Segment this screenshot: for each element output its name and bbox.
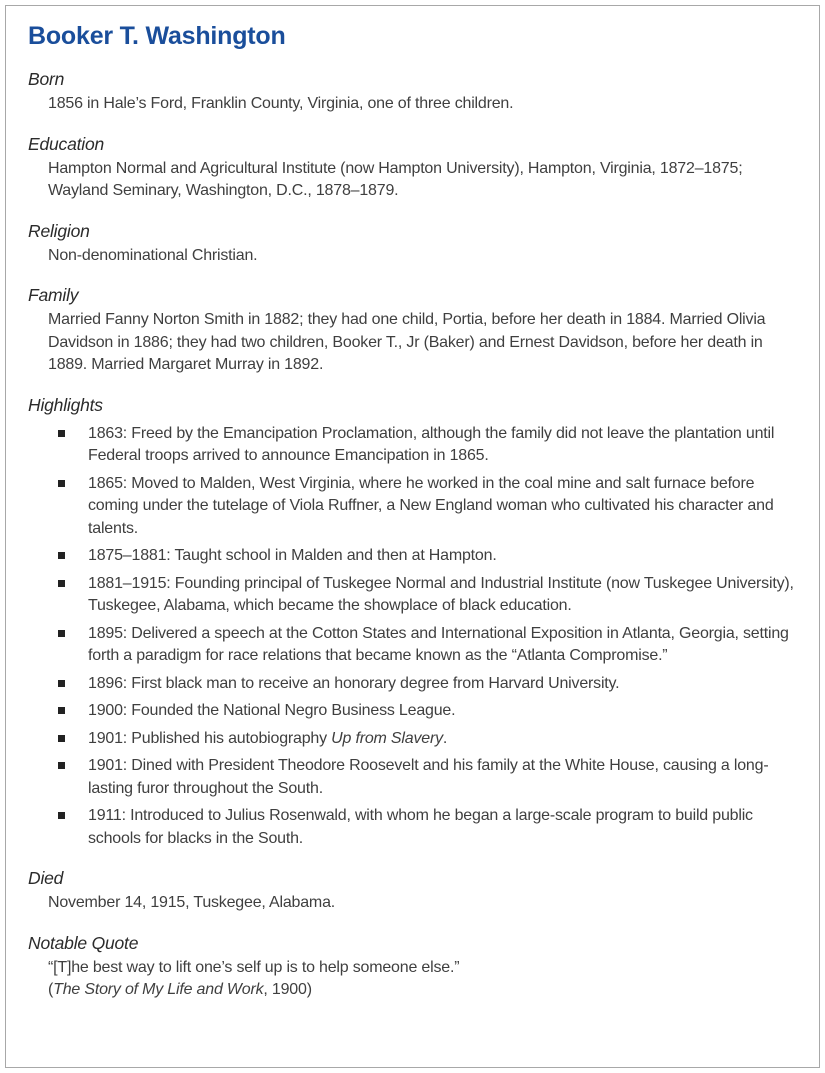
section-notable-quote [28, 933, 797, 1002]
document-content [6, 6, 819, 1002]
text-run: 1901: Dined with President Theodore Roosevelt and his family at the White House, causing a long-lasting furor throughout the South. [88, 757, 769, 797]
section-religion [28, 221, 797, 268]
section-paragraph [28, 245, 797, 268]
text-run: November 14, 1915, Tuskegee, Alabama. [48, 894, 336, 911]
text-run: “[T]he best way to lift one’s self up is to help someone else.” [48, 958, 460, 976]
bullet-square-icon [58, 762, 65, 769]
section-paragraph [28, 158, 797, 203]
section-education [28, 134, 797, 203]
highlights-list [28, 423, 797, 851]
sections-container [28, 69, 797, 1002]
section-label-died: Died [28, 868, 64, 888]
highlight-item [28, 573, 797, 618]
highlight-item [28, 673, 797, 696]
section-label-religion: Religion [28, 220, 90, 241]
section-born [28, 69, 797, 116]
text-run: Hampton Normal and Agricultural Institute (now Hampton University), Hampton, Virginia, 1872–1875; Wayland Seminary, Washington, D.C., 1878–1879. [48, 159, 743, 199]
highlight-item [28, 805, 797, 850]
text-run: 1895: Delivered a speech at the Cotton States and International Exposition in Atlanta, Georgia, setting forth a paradigm for race relations that became known as the “Atlanta Compromise.” [88, 624, 789, 664]
italic-text-run: The Story of My Life and Work [53, 981, 264, 998]
text-run: , 1900) [263, 981, 312, 998]
text-run: . [442, 729, 448, 747]
bullet-square-icon [58, 735, 65, 742]
section-label-family: Family [28, 285, 79, 305]
text-run: 1863: Freed by the Emancipation Proclamation, although the family did not leave the plantation until Federal troops arrived to announce Emancipation in 1865. [88, 424, 775, 464]
section-label-education: Education [28, 133, 105, 154]
section-paragraph [28, 309, 797, 377]
bullet-square-icon [58, 580, 65, 587]
text-run: 1856 in Hale’s Ford, Franklin County, Virginia, one of three children. [48, 95, 514, 112]
section-label-notable-quote: Notable Quote [28, 932, 139, 953]
highlight-item [28, 545, 797, 568]
text-run: Non-denominational Christian. [48, 246, 258, 264]
bullet-square-icon [58, 680, 65, 687]
text-run: ( [48, 981, 54, 998]
section-paragraph [28, 93, 797, 116]
highlight-item [28, 700, 797, 723]
section-paragraph [28, 979, 797, 1002]
highlight-item [28, 755, 797, 800]
bullet-square-icon [58, 480, 65, 487]
highlight-item [28, 423, 797, 468]
section-paragraph [28, 957, 797, 980]
text-run: 1896: First black man to receive an honorary degree from Harvard University. [88, 674, 620, 692]
page-title: Booker T. Washington [28, 22, 286, 50]
bullet-square-icon [58, 430, 65, 437]
highlight-item [28, 473, 797, 541]
section-paragraph [28, 892, 797, 915]
section-died [28, 868, 797, 915]
section-highlights [28, 395, 797, 851]
bullet-square-icon [58, 707, 65, 714]
text-run: 1875–1881: Taught school in Malden and then at Hampton. [88, 547, 497, 564]
text-run: 1865: Moved to Malden, West Virginia, where he worked in the coal mine and salt furnace before coming under the tutelage of Viola Ruffner, a New England woman who cultivated his character and talents. [88, 474, 774, 537]
text-run: 1911: Introduced to Julius Rosenwald, with whom he began a large-scale program to build public schools for blacks in the South. [88, 807, 753, 847]
bullet-square-icon [58, 630, 65, 637]
section-label-highlights: Highlights [28, 394, 103, 415]
section-family [28, 285, 797, 377]
text-run: 1900: Founded the National Negro Business League. [88, 702, 456, 719]
text-run: 1901: Published his autobiography [88, 729, 332, 747]
highlight-item [28, 623, 797, 668]
italic-text-run: Up from Slavery [331, 729, 443, 747]
highlight-item [28, 728, 797, 751]
text-run: 1881–1915: Founding principal of Tuskegee Normal and Industrial Institute (now Tuskegee University), Tuskegee, Alabama, which became the showplace of black education. [88, 574, 794, 614]
section-label-born: Born [28, 69, 65, 89]
bullet-square-icon [58, 812, 65, 819]
page-border [5, 5, 820, 1068]
text-run: Married Fanny Norton Smith in 1882; they had one child, Portia, before her death in 1884. Married Olivia Davidson in 1886; they had two children, Booker T., Jr (Baker) and Ernest Davidson, before her death in 1889. Married Margaret Murray in 1892. [48, 311, 766, 373]
bullet-square-icon [58, 552, 65, 559]
